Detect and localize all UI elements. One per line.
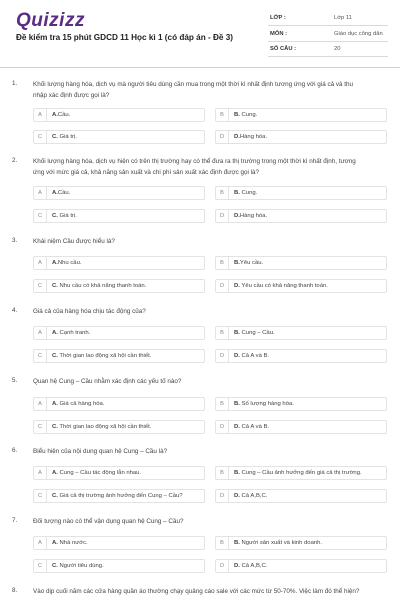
answer-option-c[interactable]	[33, 279, 205, 293]
option-text	[52, 210, 77, 222]
option-letter: C	[34, 421, 47, 433]
option-prefix: B.	[234, 330, 240, 336]
option-prefix: B.	[234, 401, 240, 407]
option-letter: A	[34, 467, 47, 479]
option-label: Giá trị.	[57, 213, 77, 219]
question-number: 4.	[12, 307, 18, 314]
option-prefix: C.	[52, 563, 58, 569]
answer-option-a[interactable]	[33, 466, 205, 480]
option-prefix: C.	[52, 213, 58, 219]
option-label: Người tiêu dùng.	[57, 563, 104, 569]
option-label: Nhu cầu.	[57, 260, 82, 266]
option-prefix: B.	[234, 112, 240, 118]
option-prefix: A.	[52, 112, 58, 118]
option-letter: D	[216, 350, 229, 362]
option-letter: D	[216, 560, 229, 572]
option-text	[234, 467, 362, 479]
question-number: 7.	[12, 517, 18, 524]
option-letter: C	[34, 280, 47, 292]
option-text	[234, 210, 267, 222]
answer-option-b[interactable]	[215, 536, 387, 550]
answer-option-d[interactable]	[215, 489, 387, 503]
meta-class-value: Lớp 11	[334, 15, 352, 21]
meta-class-label: LỚP :	[270, 15, 286, 21]
option-prefix: C.	[52, 283, 58, 289]
option-label: Giá cả thị trường ảnh hưởng đến Cung – Cầu?	[57, 493, 183, 499]
question-number: 3.	[12, 237, 18, 244]
answer-option-b[interactable]	[215, 108, 387, 122]
option-letter: A	[34, 398, 47, 410]
option-letter: A	[34, 187, 47, 199]
question-text-line: Khối lượng hàng hóa, dịch vụ mà người tiêu dùng cần mua trong một thời kì nhất định tương ứng với giá cả và thu	[33, 81, 354, 88]
option-text	[52, 350, 151, 362]
option-letter: C	[34, 490, 47, 502]
option-prefix: B.	[234, 540, 240, 546]
option-text	[234, 257, 263, 269]
option-text	[52, 398, 104, 410]
option-text	[52, 109, 70, 121]
option-letter: B	[216, 467, 229, 479]
answer-option-a[interactable]	[33, 536, 205, 550]
option-prefix: B.	[234, 260, 240, 266]
option-label: Cung – Cầu.	[239, 330, 275, 336]
question-text-line: Giá cả của hàng hóa chịu tác động của?	[33, 308, 146, 315]
option-prefix: A.	[52, 470, 58, 476]
meta-subject-label: MÔN :	[270, 31, 288, 37]
option-label: Nhà nước.	[57, 540, 88, 546]
option-prefix: C.	[52, 134, 58, 140]
answer-option-b[interactable]	[215, 186, 387, 200]
answer-option-a[interactable]	[33, 108, 205, 122]
option-text	[52, 537, 88, 549]
option-prefix: D.	[234, 493, 240, 499]
option-label: Cầu.	[57, 190, 71, 196]
question-text	[33, 587, 387, 598]
answer-option-d[interactable]	[215, 420, 387, 434]
option-text	[234, 398, 294, 410]
option-label: Cả A và B.	[239, 353, 270, 359]
option-prefix: A.	[52, 401, 58, 407]
option-text	[234, 131, 267, 143]
option-prefix: D.	[234, 283, 240, 289]
option-letter: A	[34, 327, 47, 339]
answer-option-d[interactable]	[215, 349, 387, 363]
option-prefix: C.	[52, 424, 58, 430]
option-letter: C	[34, 560, 47, 572]
question-text	[33, 447, 387, 458]
option-label: Số lượng hàng hóa.	[239, 401, 294, 407]
option-letter: B	[216, 398, 229, 410]
answer-option-c[interactable]	[33, 209, 205, 223]
option-label: Cả A và B.	[239, 424, 270, 430]
option-prefix: C.	[52, 353, 58, 359]
option-label: Cả A,B,C.	[239, 563, 268, 569]
question-text	[33, 307, 387, 318]
option-label: Cung.	[239, 112, 258, 118]
option-text	[234, 187, 257, 199]
question-number: 8.	[12, 587, 18, 594]
option-text	[234, 109, 257, 121]
option-label: Cung – Cầu tác động lẫn nhau.	[57, 470, 142, 476]
option-text	[234, 327, 275, 339]
option-text	[52, 187, 70, 199]
option-prefix: A.	[52, 330, 58, 336]
option-letter: B	[216, 327, 229, 339]
option-label: Người sản xuất và kinh doanh.	[239, 540, 323, 546]
answer-option-a[interactable]	[33, 397, 205, 411]
answer-option-b[interactable]	[215, 397, 387, 411]
option-prefix: A.	[52, 190, 58, 196]
option-text	[52, 467, 141, 479]
option-label: Cung.	[239, 190, 258, 196]
option-prefix: A.	[52, 260, 58, 266]
question-text-line: Biểu hiện của nội dung quan hệ Cung – Cầu là?	[33, 448, 168, 455]
option-text	[52, 280, 146, 292]
option-letter: D	[216, 131, 229, 143]
answer-option-b[interactable]	[215, 326, 387, 340]
meta-subject-value: Giáo dục công dân	[334, 31, 383, 37]
option-label: Giá cả hàng hóa.	[57, 401, 105, 407]
question-text	[33, 517, 387, 528]
option-text	[234, 280, 328, 292]
option-letter: A	[34, 257, 47, 269]
option-label: Cả A,B,C.	[239, 493, 268, 499]
question-text-line: Đối tượng nào có thể vận dụng quan hệ Cung – Cầu?	[33, 518, 184, 525]
option-text	[234, 560, 267, 572]
answer-option-c[interactable]	[33, 349, 205, 363]
option-letter: C	[34, 350, 47, 362]
answer-option-d[interactable]	[215, 559, 387, 573]
option-label: Nhu cầu có khả năng thanh toán.	[57, 283, 147, 289]
option-text	[52, 490, 183, 502]
option-text	[234, 350, 269, 362]
meta-count-value: 20	[334, 46, 341, 52]
option-prefix: A.	[52, 540, 58, 546]
question-text-line: Quan hệ Cung – Cầu nhằm xác định các yếu tố nào?	[33, 378, 182, 385]
option-text	[234, 537, 322, 549]
answer-option-c[interactable]	[33, 420, 205, 434]
question-text-line: ứng với mức giá cả, khả năng sản xuất và chi phí sản xuất xác định được gọi là?	[33, 168, 260, 176]
option-letter: B	[216, 109, 229, 121]
option-label: Thời gian lao động xã hội cần thiết.	[57, 424, 152, 430]
option-prefix: D.	[234, 424, 240, 430]
answer-option-b[interactable]	[215, 256, 387, 270]
answer-option-c[interactable]	[33, 559, 205, 573]
option-label: Hàng hóa.	[239, 134, 268, 140]
option-label: Hàng hóa.	[239, 213, 268, 219]
option-letter: D	[216, 421, 229, 433]
answer-option-a[interactable]	[33, 326, 205, 340]
option-text	[52, 257, 81, 269]
option-text	[52, 560, 104, 572]
answer-option-d[interactable]	[215, 279, 387, 293]
question-text	[33, 80, 387, 101]
option-label: Cầu.	[57, 112, 71, 118]
option-letter: B	[216, 537, 229, 549]
option-label: Thời gian lao động xã hội cần thiết.	[57, 353, 152, 359]
option-prefix: B.	[234, 470, 240, 476]
question-text-line: nhập xác định được gọi là?	[33, 91, 110, 99]
option-prefix: D.	[234, 134, 240, 140]
option-letter: A	[34, 537, 47, 549]
option-label: Cung – Cầu ảnh hưởng đến giá cả thị trường.	[239, 470, 362, 476]
option-letter: C	[34, 210, 47, 222]
option-letter: D	[216, 490, 229, 502]
meta-count-label: SỐ CÂU :	[270, 46, 297, 52]
question-text-line: Khối lượng hàng hóa, dịch vụ hiện có trên thị trường hay có thể đưa ra thị trường trong một thời kì nhất định, tương	[33, 158, 356, 165]
option-prefix: D.	[234, 563, 240, 569]
option-text	[52, 421, 151, 433]
option-prefix: D.	[234, 353, 240, 359]
option-text	[52, 131, 77, 143]
answer-option-d[interactable]	[215, 209, 387, 223]
answer-option-c[interactable]	[33, 130, 205, 144]
answer-option-a[interactable]	[33, 186, 205, 200]
question-text-line: Khái niệm Cầu được hiểu là?	[33, 238, 115, 245]
question-number: 2.	[12, 157, 18, 164]
option-letter: A	[34, 109, 47, 121]
option-text	[52, 327, 90, 339]
header	[0, 0, 400, 68]
option-letter: D	[216, 280, 229, 292]
option-label: Yêu cầu.	[239, 260, 264, 266]
question-number: 5.	[12, 377, 18, 384]
option-text	[234, 490, 267, 502]
meta-subject	[268, 28, 388, 42]
option-letter: B	[216, 187, 229, 199]
question-number: 6.	[12, 447, 18, 454]
quizizz-logo: Quizizz	[16, 10, 85, 31]
option-letter: B	[216, 257, 229, 269]
question-text	[33, 157, 387, 178]
option-letter: C	[34, 131, 47, 143]
meta-class	[268, 12, 388, 26]
option-label: Giá trị.	[57, 134, 77, 140]
option-prefix: B.	[234, 190, 240, 196]
answer-option-d[interactable]	[215, 130, 387, 144]
option-letter: D	[216, 210, 229, 222]
option-prefix: C.	[52, 493, 58, 499]
question-text	[33, 237, 387, 248]
answer-option-c[interactable]	[33, 489, 205, 503]
option-prefix: D.	[234, 213, 240, 219]
option-text	[234, 421, 269, 433]
question-text	[33, 377, 387, 388]
option-label: Yêu cầu có khả năng thanh toán.	[239, 283, 328, 289]
document-title: Đề kiểm tra 15 phút GDCD 11 Học kì 1 (có đáp án - Đề 3)	[16, 33, 234, 42]
meta-count	[268, 43, 388, 57]
option-label: Cạnh tranh.	[57, 330, 91, 336]
answer-option-b[interactable]	[215, 466, 387, 480]
question-number: 1.	[12, 80, 18, 87]
answer-option-a[interactable]	[33, 256, 205, 270]
question-text-line: Vào dịp cuối năm các cửa hàng quần áo thường chạy quảng cáo sale với các mức từ 50-70%. Việc làm đó thể hiện?	[33, 588, 360, 595]
